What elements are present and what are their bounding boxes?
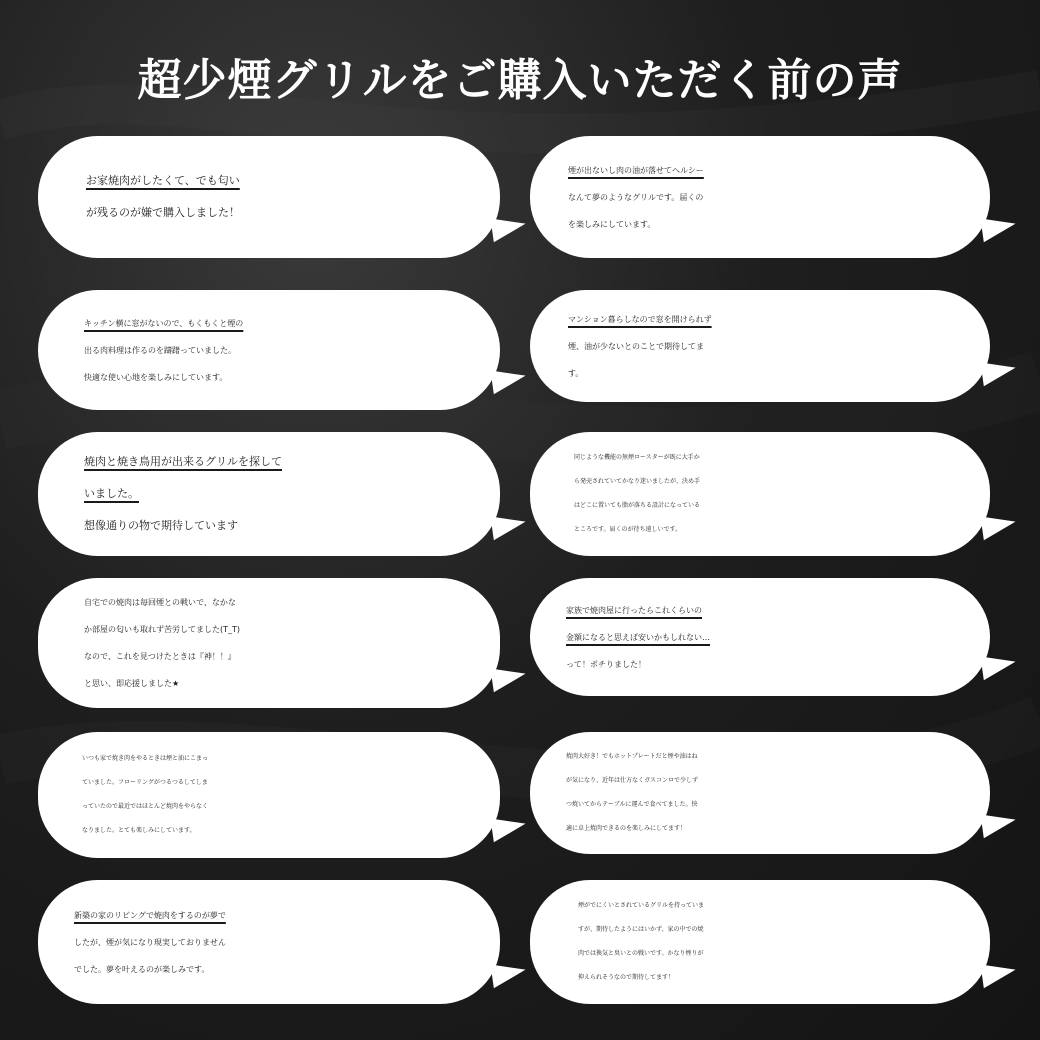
comment-bubble-5 [38, 432, 500, 556]
comment-line: 抑えられそうなので期待してます！ [578, 974, 675, 981]
comment-bubble-4 [530, 290, 990, 402]
comment-bubble-2 [530, 136, 990, 258]
comment-line: ていました。フローリングがつるつるしてしま [82, 779, 208, 786]
comment-bubble-10 [530, 732, 990, 854]
comment-line: 金額になると思えば安いかもしれない… [566, 632, 710, 642]
comment-line: すが、期待したようにはいかず、家の中での焼 [578, 926, 704, 933]
comment-line: したが、煙が気になり現実しておりません [74, 937, 226, 947]
comment-line: と思い、即応援しました★ [84, 679, 180, 688]
comment-line: 焼肉と焼き鳥用が出来るグリルを探して [84, 455, 282, 468]
comment-line: す。 [568, 368, 584, 378]
comment-line: っていたので最近ではほとんど焼肉をやらなく [82, 803, 209, 810]
comment-bubble-8 [530, 578, 990, 696]
comment-line: 煙が出ないし肉の油が落せてヘルシー [568, 165, 704, 175]
comment-line: なりました。とても楽しみにしています。 [82, 827, 196, 834]
comment-line: 同じような機能の無煙ロースターが既に大手か [574, 454, 700, 461]
comment-line: が気になり、近年は仕方なくガスコンロで少しず [566, 777, 699, 784]
comment-line: って！ポチりました！ [566, 659, 646, 669]
comment-line: か部屋の匂いも取れず苦労してました(T_T) [84, 625, 241, 634]
comment-line: 出る肉料理は作るのを躊躇っていました。 [84, 345, 236, 355]
comment-line: つ焼いてからテーブルに運んで食べてました。快 [566, 801, 698, 808]
comment-bubble-1 [38, 136, 500, 258]
comment-bubble-11 [38, 880, 500, 1004]
comment-line: ら発売されていてかなり迷いましたが、決め手 [574, 478, 701, 485]
comment-line: なんて夢のようなグリルです。届くの [568, 192, 704, 202]
comment-line: はどこに置いても脂が落ちる設計になっている [574, 502, 701, 509]
comment-line: 肉では換気と臭いとの戦いです。かなり煙りが [578, 950, 704, 957]
comment-line: いつも家で焼き肉をやるときは煙と油にこまっ [82, 755, 209, 762]
comment-bubble-7 [38, 578, 500, 708]
comment-line: 家族で焼肉屋に行ったらこれくらいの [566, 605, 702, 615]
comment-line: キッチン横に窓がないので、もくもくと煙の [84, 318, 244, 328]
comment-line: 快適な使い心地を楽しみにしています。 [84, 372, 228, 382]
comment-bubble-9 [38, 732, 500, 858]
comment-line: が残るのが嫌で購入しました！ [86, 206, 240, 219]
comment-line: 煙、油が少ないとのことで期待してま [568, 341, 704, 351]
comment-line: でした。夢を叶えるのが楽しみです。 [74, 964, 210, 974]
comment-line: いました。 [84, 487, 139, 500]
comment-line: ところです。届くのが待ち遠しいです。 [574, 526, 681, 533]
page-title: 超少煙グリルをご購入いただく前の声 [137, 55, 903, 106]
comment-bubble-6 [530, 432, 990, 556]
comment-line: マンション暮らしなので窓を開けられず [568, 314, 712, 324]
comment-line: を楽しみにしています。 [568, 219, 656, 229]
comment-line: 焼肉大好き！でもホットプレートだと煙や油はね [566, 753, 698, 760]
comment-line: 適に卓上焼肉できるのを楽しみにしてます！ [566, 825, 687, 832]
comment-bubble-12 [530, 880, 990, 1004]
comment-line: 自宅での焼肉は毎回煙との戦いで、なかな [84, 598, 236, 607]
comment-line: 煙がでにくいとされているグリルを持っていま [578, 902, 705, 909]
comment-line: 想像通りの物で期待しています [84, 519, 238, 532]
comment-line: なので、これを見つけたときは『神！！』 [84, 652, 236, 661]
comment-bubble-3 [38, 290, 500, 410]
comment-line: お家焼肉がしたくて、でも匂い [86, 174, 240, 187]
comment-line: 新築の家のリビングで焼肉をするのが夢で [74, 910, 226, 920]
